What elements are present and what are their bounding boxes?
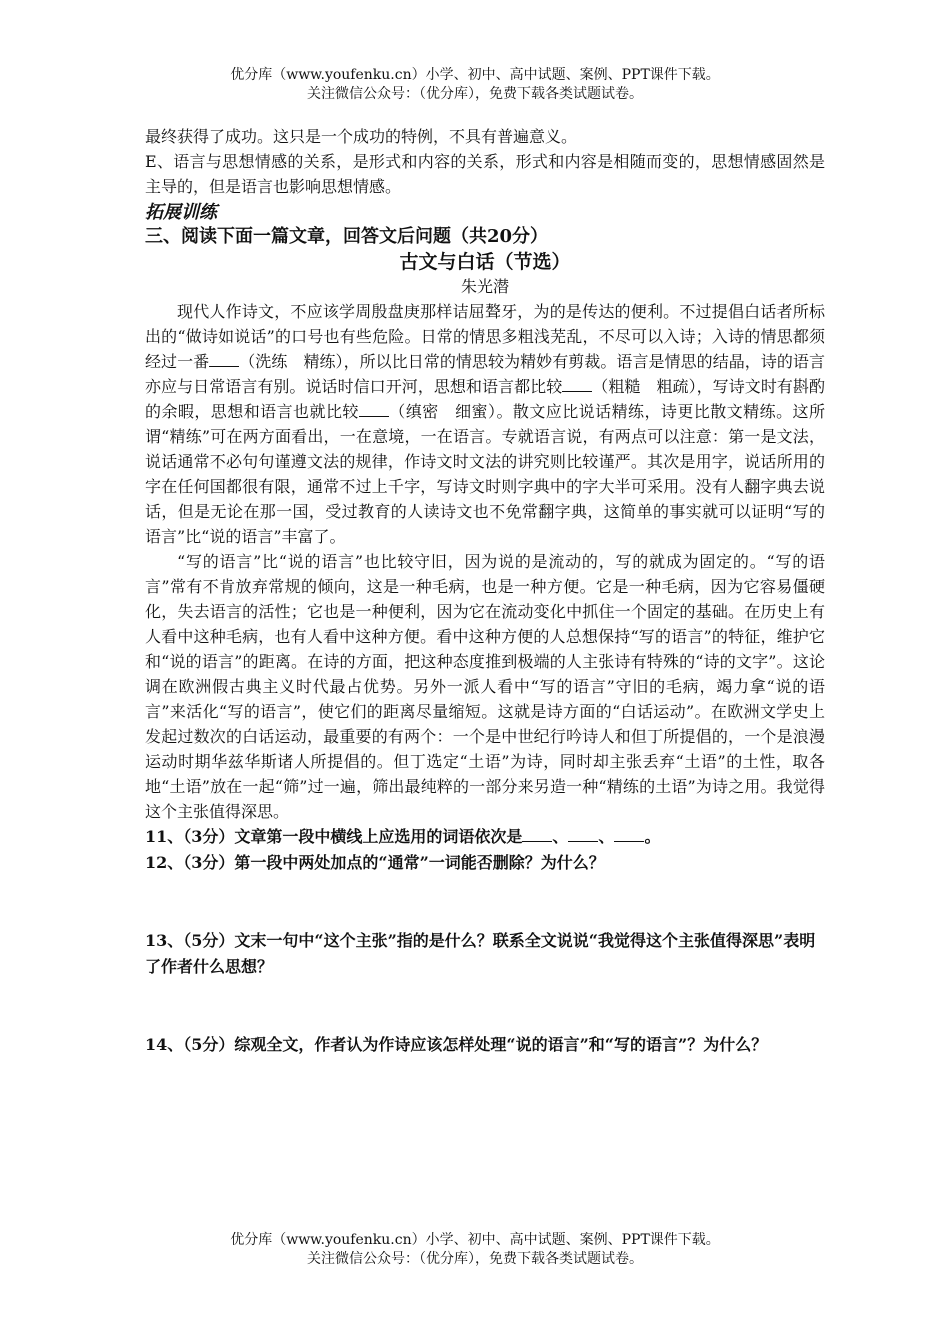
carryover-text: 最终获得了成功。这只是一个成功的特例，不具有普遍意义。 [145, 127, 578, 146]
question-12: 12、（3分）第一段中两处加点的“通常”一词能否删除？为什么？ [145, 853, 605, 872]
option-e: E、语言与思想情感的关系，是形式和内容的关系，形式和内容是相随而变的，思想情感固然是主导的，但是语言也影响思想情感。 [145, 152, 825, 196]
page-header [0, 66, 950, 104]
q11-sep-1: 、 [552, 827, 569, 846]
article-paragraph-1 [145, 299, 825, 549]
answer-space-13[interactable] [145, 980, 825, 1032]
answer-blank-3[interactable] [359, 402, 389, 417]
question-14: 14、（5分）综观全文，作者认为作诗应该怎样处理“说的语言”和“写的语言”？为什么？ [145, 1035, 768, 1054]
q11-blank-1[interactable] [522, 827, 552, 842]
question-13: 13、（5分）文末一句中“这个主张”指的是什么？联系全文说说“我觉得这个主张值得深思”表明了作者什么思想？ [145, 931, 816, 976]
p1-part-b: （洗练 精练），所以比日常的情思较为精妙有剪裁。语言是情思的结晶，诗的语言亦应与日常语言有别。说话时信口开河，思想和语言都比较 [145, 352, 825, 396]
p1-part-c: （粗糙 粗疏），写诗文时有斟酌的余暇，思想和语言也就比较 [145, 377, 825, 421]
q11-sep-2: 、 [598, 827, 615, 846]
header-line-2: 关注微信公众号：（优分库），免费下载各类试题试卷。 [307, 86, 643, 102]
footer-line-1: 优分库（www.youfenku.cn）小学、初中、高中试题、案例、PPT课件下载。 [230, 1232, 720, 1248]
article-title: 古文与白话（节选） [399, 251, 571, 273]
answer-space-12[interactable] [145, 876, 825, 928]
extension-heading: 拓展训练 [145, 202, 217, 223]
section-3-heading: 三、阅读下面一篇文章，回答文后问题（共20分） [145, 226, 549, 247]
answer-blank-2[interactable] [562, 377, 592, 392]
q11-blank-2[interactable] [568, 827, 598, 842]
page-footer [0, 1231, 950, 1269]
article-author: 朱光潜 [460, 277, 509, 296]
q11-end: 。 [644, 827, 661, 846]
q11-text: 11、（3分）文章第一段中横线上应选用的词语依次是 [145, 827, 523, 846]
answer-blank-1[interactable] [209, 352, 239, 367]
q11-blank-3[interactable] [614, 827, 644, 842]
p1-part-d: （缜密 细蜜）。散文应比说话精练，诗更比散文精练。这所谓“精练”可在两方面看出，一在意境，一在语言。专就语言说，有两点可以注意：第一是文法，说话通常不必句句谨遵文法的规律，作诗文时文法的讲究则比较谨严。其次是用字，说话所用的字在任何国都很有限，通常不过上千字，写诗文时则字典中的字大半可采用。没有人翻字典去说话，但是无论在那一国，受过教育的人读诗文也不免常翻字典，这简单的事实就可以证明“写的语言”比“说的语言”丰富了。 [145, 402, 825, 546]
question-11 [145, 824, 825, 850]
header-line-1: 优分库（www.youfenku.cn）小学、初中、高中试题、案例、PPT课件下载。 [230, 67, 720, 83]
article-paragraph-2: “写的语言”比“说的语言”也比较守旧，因为说的是流动的，写的就成为固定的。“写的语言”常有不肯放弃常规的倾向，这是一种毛病，也是一种方便。它是一种毛病，因为它容易僵硬化，失去语言的活性；它也是一种便利，因为它在流动变化中抓住一个固定的基础。在历史上有人看中这种毛病，也有人看中这种方便。看中这种方便的人总想保持“写的语言”的特征，维护它和“说的语言”的距离。在诗的方面，把这种态度推到极端的人主张诗有特殊的“诗的文字”。这论调在欧洲假古典主义时代最占优势。另外一派人看中“写的语言”守旧的毛病，竭力拿“说的语言”来活化“写的语言”，使它们的距离尽量缩短。这就是诗方面的“白话运动”。在欧洲文学史上发起过数次的白话运动，最重要的有两个：一个是中世纪行吟诗人和但丁所提倡的，一个是浪漫运动时期华兹华斯诸人所提倡的。但丁选定“土语”为诗，同时却主张丢弃“土语”的土性，取各地“土语”放在一起“筛”过一遍，筛出最纯粹的一部分来另造一种“精练的土语”为诗之用。我觉得这个主张值得深思。 [145, 552, 825, 821]
p1-part-a: 现代人作诗文，不应该学周殷盘庚那样诘屈聱牙，为的是传达的便利。不过提倡白话者所标出的“做诗如说话”的口号也有些危险。日常的情思多粗浅芜乱，不尽可以入诗；入诗的情思都须经过一番 [145, 302, 825, 371]
footer-line-2: 关注微信公众号：（优分库），免费下载各类试题试卷。 [307, 1251, 643, 1267]
page-content [145, 124, 825, 1058]
